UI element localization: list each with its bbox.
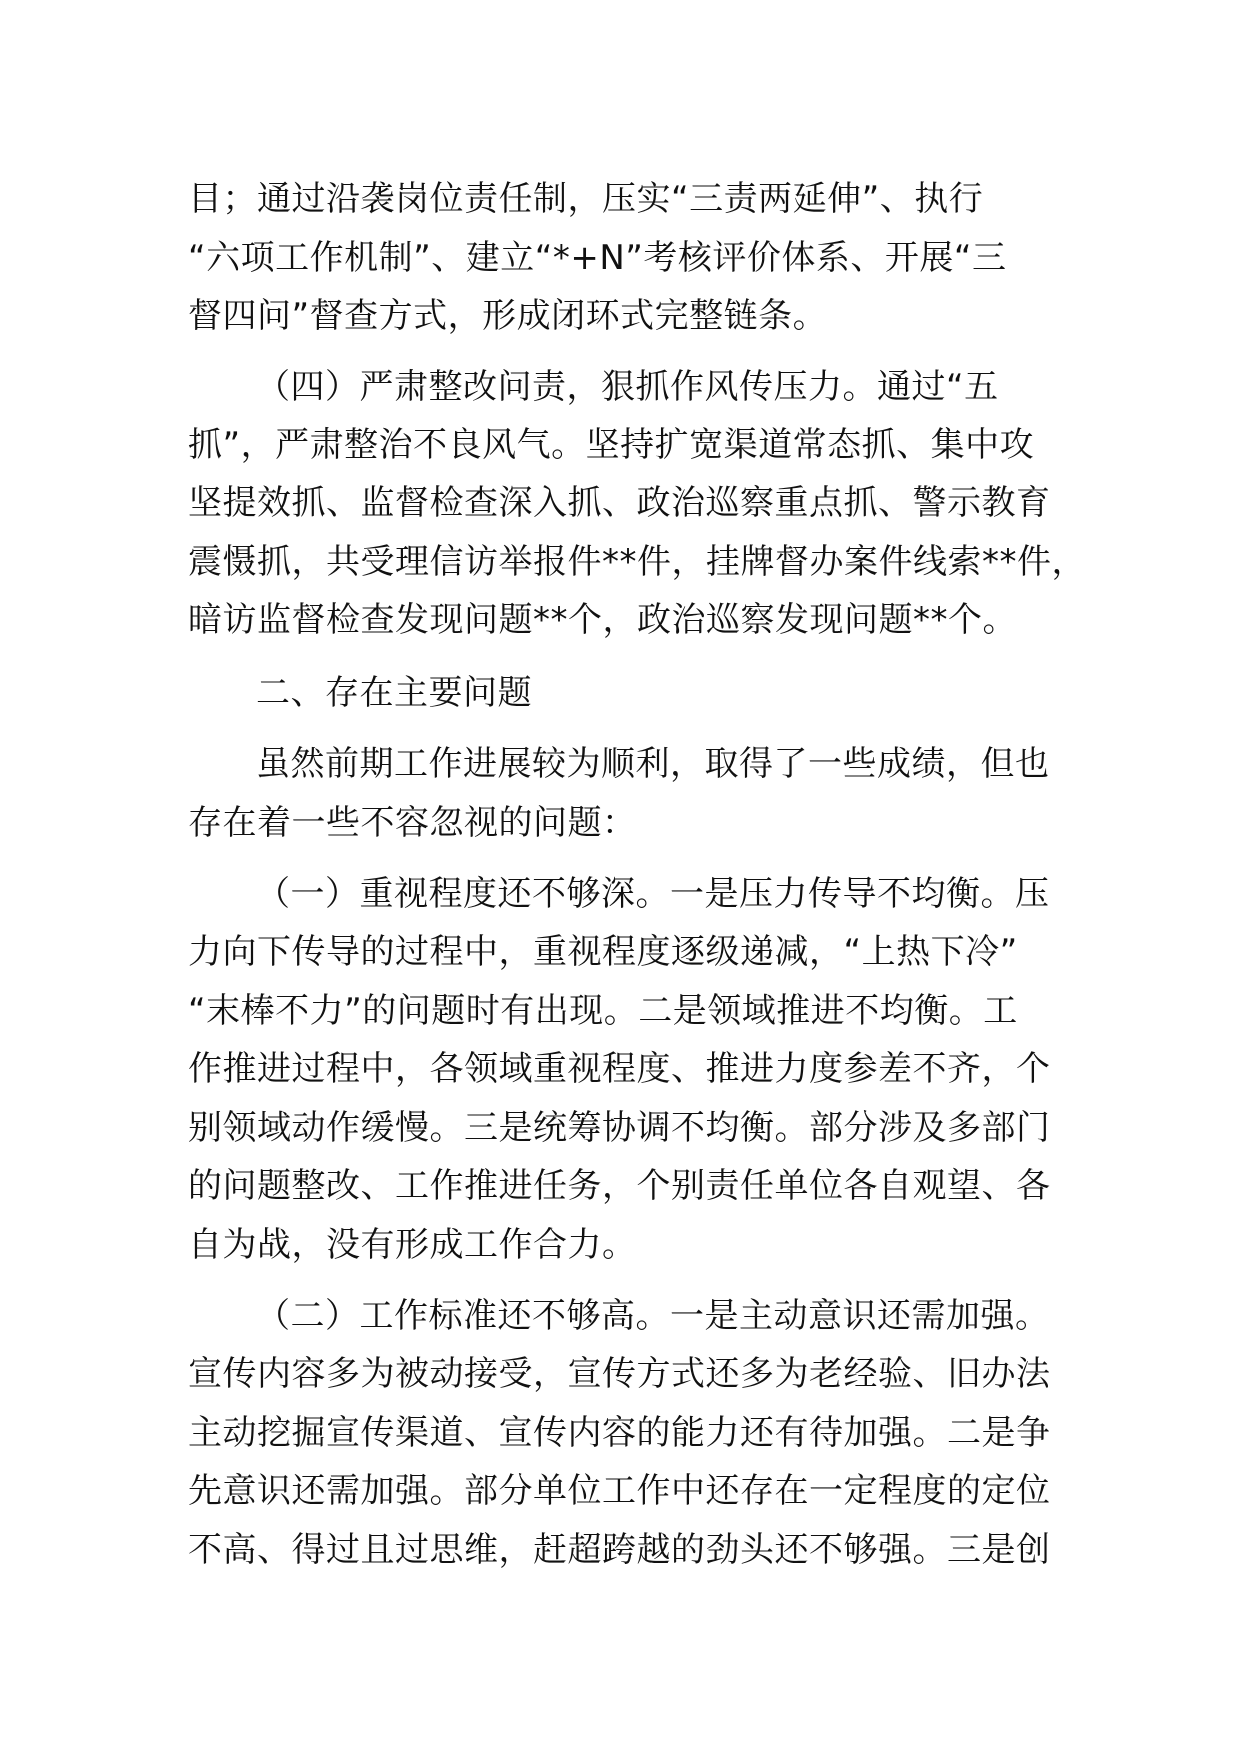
text-line: 主动挖掘宣传渠道、宣传内容的能力还有待加强。二是争 (188, 1413, 1051, 1453)
section-heading: （一）重视程度还不够深。一是压力传导不均衡。压 (256, 874, 1050, 914)
text-line: 作推进过程中，各领域重视程度、推进力度参差不齐，个 (188, 1049, 1051, 1089)
text-line: 督四问”督查方式，形成闭环式完整链条。 (188, 296, 828, 336)
text-line: 力向下传导的过程中，重视程度逐级递减，“上热下冷” (188, 932, 1018, 972)
text-line: 自为战，没有形成工作合力。 (188, 1225, 637, 1265)
section-heading: （二）工作标准还不够高。一是主动意识还需加强。 (256, 1296, 1050, 1336)
text-line: 暗访监督检查发现问题**个，政治巡察发现问题**个。 (188, 600, 1017, 640)
chapter-heading: 二、存在主要问题 (256, 673, 532, 713)
text-line: “末棒不力”的问题时有出现。二是领域推进不均衡。工 (188, 991, 1018, 1031)
section-heading: （四）严肃整改问责，狠抓作风传压力。通过“五 (256, 367, 999, 407)
text-line: 的问题整改、工作推进任务，个别责任单位各自观望、各 (188, 1166, 1051, 1206)
text-line: 目；通过沿袭岗位责任制，压实“三责两延伸”、执行 (188, 179, 984, 219)
text-line: 先意识还需加强。部分单位工作中还存在一定程度的定位 (188, 1471, 1051, 1511)
text-line: 震慑抓，共受理信访举报件**件，挂牌督办案件线索**件， (188, 542, 1086, 582)
text-line: 坚提效抓、监督检查深入抓、政治巡察重点抓、警示教育 (188, 483, 1051, 523)
text-line: 虽然前期工作进展较为顺利，取得了一些成绩，但也 (256, 744, 1050, 784)
text-line: 存在着一些不容忽视的问题： (188, 803, 637, 843)
text-line: “六项工作机制”、建立“*+N”考核评价体系、开展“三 (188, 238, 1007, 278)
text-line: 不高、得过且过思维，赶超跨越的劲头还不够强。三是创 (188, 1530, 1051, 1570)
text-line: 宣传内容多为被动接受，宣传方式还多为老经验、旧办法 (188, 1354, 1051, 1394)
text-line: 抓”，严肃整治不良风气。坚持扩宽渠道常态抓、集中攻 (188, 425, 1035, 465)
text-line: 别领域动作缓慢。三是统筹协调不均衡。部分涉及多部门 (188, 1108, 1051, 1148)
